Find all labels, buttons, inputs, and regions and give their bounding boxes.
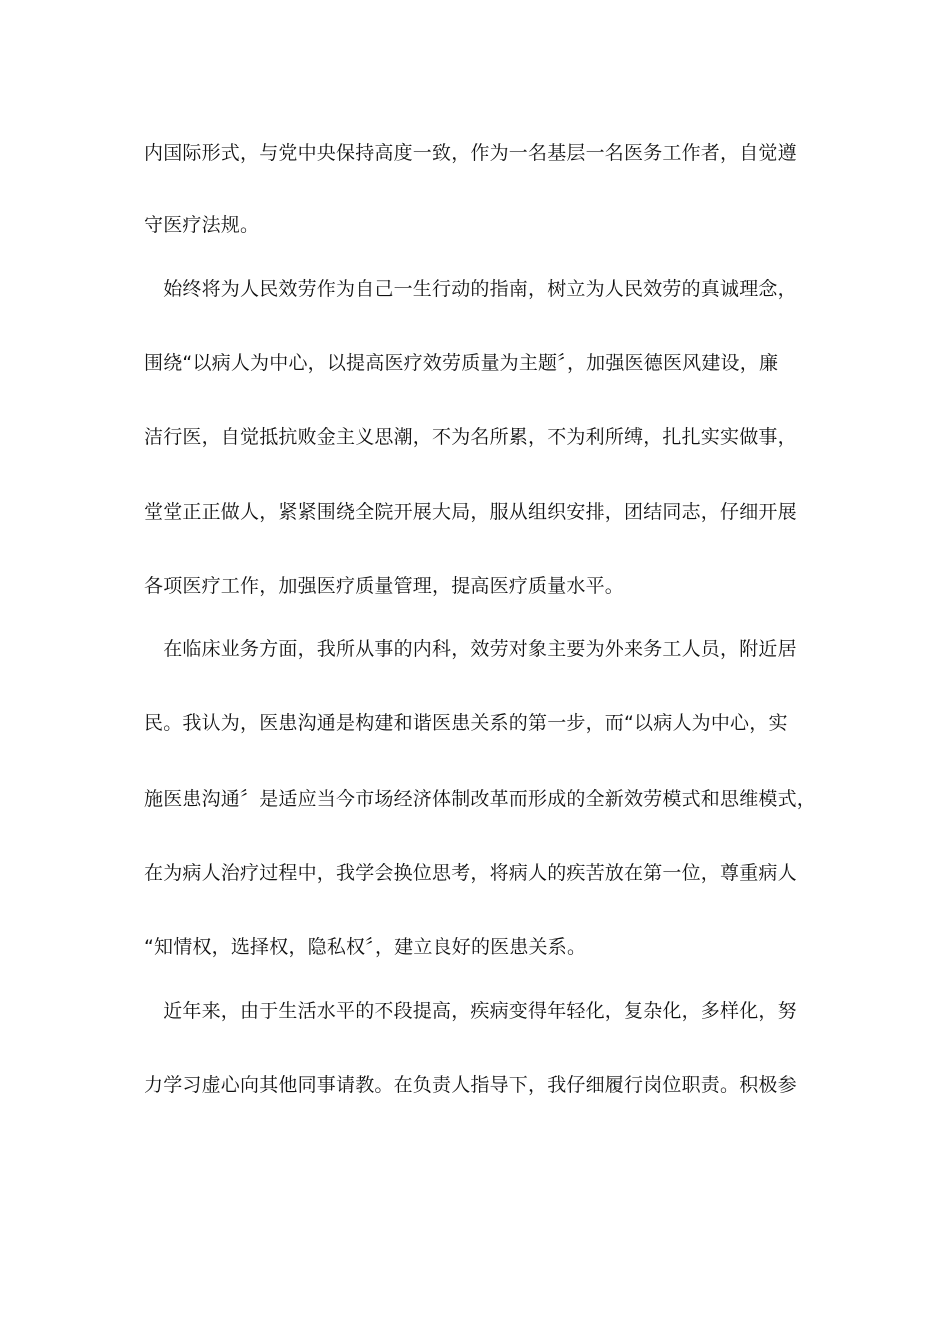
text-line: 各项医疗工作，加强医疗质量管理，提高医疗质量水平。 <box>144 575 625 597</box>
text-line: “知情权，选择权，隐私权〞，建立良好的医患关系。 <box>144 936 587 958</box>
text-line: 堂堂正正做人，紧紧围绕全院开展大局，服从组织安排，团结同志，仔细开展 <box>144 501 797 523</box>
text-line: 力学习虚心向其他同事请教。在负责人指导下，我仔细履行岗位职责。积极参 <box>144 1074 797 1096</box>
text-line: 在为病人治疗过程中，我学会换位思考，将病人的疾苦放在第一位，尊重病人 <box>144 862 797 884</box>
text-line: 洁行医，自觉抵抗败金主义思潮，不为名所累，不为利所缚，扎扎实实做事， <box>144 426 797 448</box>
text-line: 民。我认为，医患沟通是构建和谐医患关系的第一步，而“以病人为中心，实 <box>144 712 788 734</box>
text-line: 近年来，由于生活水平的不段提高，疾病变得年轻化，复杂化，多样化，努 <box>144 1000 797 1022</box>
text-line: 守医疗法规。 <box>144 214 260 236</box>
text-line: 施医患沟通〞是适应当今市场经济体制改革而形成的全新效劳模式和思维模式， <box>144 788 817 810</box>
text-line: 围绕“以病人为中心，以提高医疗效劳质量为主题〞，加强医德医风建设，廉 <box>144 352 779 374</box>
text-line: 在临床业务方面，我所从事的内科，效劳对象主要为外来务工人员，附近居 <box>144 638 797 660</box>
text-line: 内国际形式，与党中央保持高度一致，作为一名基层一名医务工作者，自觉遵 <box>144 142 797 164</box>
text-line: 始终将为人民效劳作为自己一生行动的指南，树立为人民效劳的真诚理念， <box>144 278 797 300</box>
